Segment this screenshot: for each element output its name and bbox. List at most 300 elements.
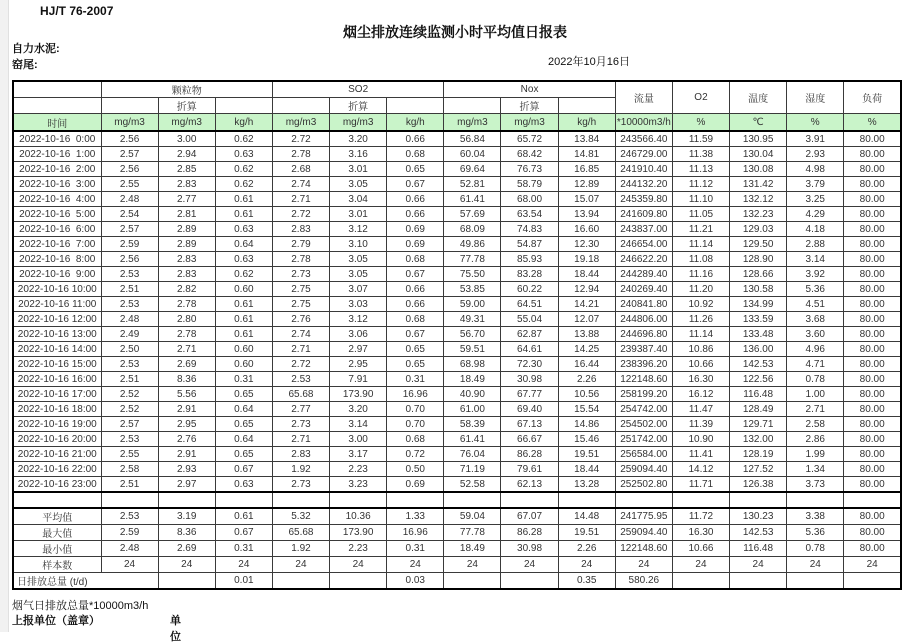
value-cell: 0.66: [387, 282, 444, 297]
unit-cell: mg/m3: [272, 114, 329, 132]
blank-cell: [730, 492, 787, 508]
summary-value-cell: 24: [215, 557, 272, 573]
value-cell: 2.55: [101, 177, 158, 192]
value-cell: 238396.20: [615, 357, 672, 372]
value-cell: 0.78: [787, 372, 844, 387]
value-cell: 128.19: [730, 447, 787, 462]
value-cell: 246729.00: [615, 147, 672, 162]
summary-value-cell: 19.51: [558, 525, 615, 541]
value-cell: 59.00: [444, 297, 501, 312]
value-cell: 132.12: [730, 192, 787, 207]
value-cell: 2.53: [272, 372, 329, 387]
value-cell: 2.95: [330, 357, 387, 372]
time-cell: 2022-10-16 0:00: [13, 131, 101, 147]
table-row: [13, 432, 901, 447]
value-cell: 16.85: [558, 162, 615, 177]
daily-total-value-cell: [787, 573, 844, 590]
summary-value-cell: 1.92: [272, 541, 329, 557]
value-cell: 2.93: [158, 462, 215, 477]
value-cell: 80.00: [844, 402, 901, 417]
value-cell: 14.86: [558, 417, 615, 432]
value-cell: 0.67: [215, 462, 272, 477]
blank-cell: [844, 492, 901, 508]
table-row: [13, 417, 901, 432]
table-row: [13, 387, 901, 402]
value-cell: 130.95: [730, 131, 787, 147]
value-cell: 0.61: [215, 207, 272, 222]
value-cell: 129.50: [730, 237, 787, 252]
value-cell: 3.20: [330, 402, 387, 417]
table-row: [13, 462, 901, 477]
value-cell: 0.68: [387, 147, 444, 162]
value-cell: 132.23: [730, 207, 787, 222]
value-cell: 80.00: [844, 252, 901, 267]
company-label: 自力水泥:: [12, 43, 60, 55]
value-cell: 2.89: [158, 237, 215, 252]
reporting-unit-label: 上报单位（盖章）: [12, 615, 100, 627]
value-cell: 0.68: [387, 252, 444, 267]
value-cell: 127.52: [730, 462, 787, 477]
value-cell: 80.00: [844, 357, 901, 372]
converted-label-so2: 折算: [330, 98, 387, 114]
table-row: [13, 402, 901, 417]
value-cell: 2.83: [158, 252, 215, 267]
value-cell: 2.48: [101, 192, 158, 207]
value-cell: 3.68: [787, 312, 844, 327]
value-cell: 2.86: [787, 432, 844, 447]
header-temperature: 温度: [730, 81, 787, 114]
value-cell: 2.73: [272, 267, 329, 282]
summary-value-cell: 77.78: [444, 525, 501, 541]
value-cell: 4.71: [787, 357, 844, 372]
value-cell: 61.00: [444, 402, 501, 417]
table-row: [13, 327, 901, 342]
summary-value-cell: 24: [501, 557, 558, 573]
value-cell: 3.25: [787, 192, 844, 207]
group-header-row: [13, 81, 901, 98]
value-cell: 0.67: [387, 177, 444, 192]
page-title: 烟尘排放连续监测小时平均值日报表: [343, 24, 567, 40]
group-header-nox: Nox: [444, 81, 615, 98]
value-cell: 10.56: [558, 387, 615, 402]
summary-value-cell: 142.53: [730, 525, 787, 541]
header-o2: O2: [672, 81, 729, 114]
table-row: [13, 162, 901, 177]
value-cell: 0.67: [387, 327, 444, 342]
summary-value-cell: 16.30: [672, 525, 729, 541]
value-cell: 244696.80: [615, 327, 672, 342]
blank-cell: [444, 492, 501, 508]
value-cell: 2.78: [158, 327, 215, 342]
value-cell: 11.47: [672, 402, 729, 417]
value-cell: 0.65: [387, 342, 444, 357]
value-cell: 77.78: [444, 252, 501, 267]
value-cell: 68.98: [444, 357, 501, 372]
value-cell: 0.65: [215, 417, 272, 432]
value-cell: 130.58: [730, 282, 787, 297]
value-cell: 128.49: [730, 402, 787, 417]
value-cell: 11.59: [672, 131, 729, 147]
value-cell: 2.85: [158, 162, 215, 177]
unit-cell: mg/m3: [330, 114, 387, 132]
summary-value-cell: 2.69: [158, 541, 215, 557]
value-cell: 14.21: [558, 297, 615, 312]
summary-value-cell: 3.19: [158, 508, 215, 525]
value-cell: 67.77: [501, 387, 558, 402]
value-cell: 2.55: [101, 447, 158, 462]
value-cell: 3.00: [330, 432, 387, 447]
value-cell: 19.51: [558, 447, 615, 462]
value-cell: 3.12: [330, 312, 387, 327]
value-cell: 1.00: [787, 387, 844, 402]
value-cell: 52.81: [444, 177, 501, 192]
time-cell: 2022-10-16 15:00: [13, 357, 101, 372]
blank-cell: [13, 98, 101, 114]
summary-value-cell: 16.96: [387, 525, 444, 541]
value-cell: 0.60: [215, 342, 272, 357]
value-cell: 3.17: [330, 447, 387, 462]
value-cell: 15.07: [558, 192, 615, 207]
value-cell: 1.92: [272, 462, 329, 477]
value-cell: 246654.00: [615, 237, 672, 252]
value-cell: 2.94: [158, 147, 215, 162]
value-cell: 18.44: [558, 462, 615, 477]
blank-cell: [558, 492, 615, 508]
value-cell: 0.64: [215, 402, 272, 417]
value-cell: 10.66: [672, 357, 729, 372]
value-cell: 80.00: [844, 131, 901, 147]
value-cell: 259094.40: [615, 462, 672, 477]
time-cell: 2022-10-16 19:00: [13, 417, 101, 432]
table-row: [13, 131, 901, 147]
value-cell: 12.94: [558, 282, 615, 297]
time-cell: 2022-10-16 20:00: [13, 432, 101, 447]
blank-cell: [330, 492, 387, 508]
value-cell: 2.49: [101, 327, 158, 342]
value-cell: 0.63: [215, 477, 272, 493]
value-cell: 11.16: [672, 267, 729, 282]
table-row: [13, 357, 901, 372]
value-cell: 2.75: [272, 297, 329, 312]
table-row: [13, 447, 901, 462]
value-cell: 2.53: [101, 432, 158, 447]
value-cell: 16.96: [387, 387, 444, 402]
value-cell: 0.69: [387, 237, 444, 252]
value-cell: 122.56: [730, 372, 787, 387]
value-cell: 0.61: [215, 327, 272, 342]
value-cell: 2.59: [101, 237, 158, 252]
summary-value-cell: 3.38: [787, 508, 844, 525]
value-cell: 2.23: [330, 462, 387, 477]
summary-value-cell: 173.90: [330, 525, 387, 541]
value-cell: 10.90: [672, 432, 729, 447]
summary-row: [13, 525, 901, 541]
value-cell: 2.77: [158, 192, 215, 207]
summary-value-cell: 67.07: [501, 508, 558, 525]
converted-label-pm: 折算: [158, 98, 215, 114]
daily-total-value-cell: 0.03: [387, 573, 444, 590]
value-cell: 80.00: [844, 207, 901, 222]
daily-total-value-cell: [158, 573, 215, 590]
summary-value-cell: 1.33: [387, 508, 444, 525]
value-cell: 86.28: [501, 447, 558, 462]
value-cell: 72.30: [501, 357, 558, 372]
table-row: [13, 267, 901, 282]
value-cell: 12.07: [558, 312, 615, 327]
value-cell: 74.83: [501, 222, 558, 237]
value-cell: 11.13: [672, 162, 729, 177]
value-cell: 15.54: [558, 402, 615, 417]
value-cell: 2.88: [787, 237, 844, 252]
value-cell: 2.53: [101, 297, 158, 312]
value-cell: 0.70: [387, 402, 444, 417]
time-cell: 2022-10-16 13:00: [13, 327, 101, 342]
value-cell: 128.90: [730, 252, 787, 267]
value-cell: 3.05: [330, 267, 387, 282]
value-cell: 2.52: [101, 402, 158, 417]
unit-cell: mg/m3: [158, 114, 215, 132]
value-cell: 56.70: [444, 327, 501, 342]
value-cell: 14.25: [558, 342, 615, 357]
time-cell: 2022-10-16 6:00: [13, 222, 101, 237]
time-cell: 2022-10-16 12:00: [13, 312, 101, 327]
value-cell: 241910.40: [615, 162, 672, 177]
value-cell: 2.93: [787, 147, 844, 162]
summary-value-cell: 241775.95: [615, 508, 672, 525]
value-cell: 71.19: [444, 462, 501, 477]
summary-value-cell: 5.36: [787, 525, 844, 541]
value-cell: 19.18: [558, 252, 615, 267]
summary-value-cell: 24: [672, 557, 729, 573]
value-cell: 3.01: [330, 162, 387, 177]
report-date: 2022年10月16日: [548, 56, 630, 68]
value-cell: 2.73: [272, 477, 329, 493]
value-cell: 2.56: [101, 252, 158, 267]
value-cell: 62.87: [501, 327, 558, 342]
value-cell: 243566.40: [615, 131, 672, 147]
summary-value-cell: 259094.40: [615, 525, 672, 541]
blank-cell: [558, 98, 615, 114]
value-cell: 2.51: [101, 477, 158, 493]
value-cell: 2.71: [272, 192, 329, 207]
summary-value-cell: 80.00: [844, 508, 901, 525]
value-cell: 2.80: [158, 312, 215, 327]
blank-cell: [501, 492, 558, 508]
value-cell: 2.91: [158, 447, 215, 462]
value-cell: 258199.20: [615, 387, 672, 402]
summary-value-cell: 10.66: [672, 541, 729, 557]
value-cell: 80.00: [844, 462, 901, 477]
time-cell: 2022-10-16 3:00: [13, 177, 101, 192]
value-cell: 7.91: [330, 372, 387, 387]
value-cell: 0.63: [215, 252, 272, 267]
blank-cell: [387, 492, 444, 508]
table-row: [13, 372, 901, 387]
value-cell: 54.87: [501, 237, 558, 252]
unit-cell: ℃: [730, 114, 787, 132]
summary-value-cell: 130.23: [730, 508, 787, 525]
value-cell: 80.00: [844, 477, 901, 493]
summary-value-cell: 24: [444, 557, 501, 573]
value-cell: 80.00: [844, 177, 901, 192]
value-cell: 0.31: [215, 372, 272, 387]
value-cell: 246622.20: [615, 252, 672, 267]
value-cell: 49.86: [444, 237, 501, 252]
summary-value-cell: 24: [387, 557, 444, 573]
time-cell: 2022-10-16 17:00: [13, 387, 101, 402]
summary-value-cell: 116.48: [730, 541, 787, 557]
value-cell: 254742.00: [615, 402, 672, 417]
value-cell: 53.85: [444, 282, 501, 297]
value-cell: 0.65: [215, 447, 272, 462]
value-cell: 3.14: [787, 252, 844, 267]
unit-cell: mg/m3: [101, 114, 158, 132]
value-cell: 13.28: [558, 477, 615, 493]
summary-value-cell: 0.31: [215, 541, 272, 557]
value-cell: 0.61: [215, 312, 272, 327]
data-rows: [13, 131, 901, 589]
value-cell: 11.10: [672, 192, 729, 207]
time-cell: 2022-10-16 23:00: [13, 477, 101, 493]
table-row: [13, 237, 901, 252]
value-cell: 66.67: [501, 432, 558, 447]
value-cell: 68.42: [501, 147, 558, 162]
value-cell: 0.64: [215, 237, 272, 252]
value-cell: 2.51: [101, 282, 158, 297]
value-cell: 122148.60: [615, 372, 672, 387]
value-cell: 64.51: [501, 297, 558, 312]
value-cell: 2.56: [101, 162, 158, 177]
summary-value-cell: 80.00: [844, 525, 901, 541]
summary-value-cell: 24: [330, 557, 387, 573]
time-cell: 2022-10-16 16:00: [13, 372, 101, 387]
value-cell: 3.60: [787, 327, 844, 342]
value-cell: 0.65: [387, 162, 444, 177]
unit-cell: kg/h: [215, 114, 272, 132]
value-cell: 2.26: [558, 372, 615, 387]
time-cell: 2022-10-16 9:00: [13, 267, 101, 282]
summary-label: 平均值: [13, 508, 101, 525]
unit-cell: %: [844, 114, 901, 132]
value-cell: 1.99: [787, 447, 844, 462]
value-cell: 0.60: [215, 282, 272, 297]
blank-cell: [101, 492, 158, 508]
value-cell: 2.91: [158, 402, 215, 417]
value-cell: 3.05: [330, 177, 387, 192]
summary-value-cell: 65.68: [272, 525, 329, 541]
time-cell: 2022-10-16 8:00: [13, 252, 101, 267]
summary-value-cell: 24: [272, 557, 329, 573]
value-cell: 4.98: [787, 162, 844, 177]
value-cell: 11.71: [672, 477, 729, 493]
value-cell: 11.41: [672, 447, 729, 462]
value-cell: 130.08: [730, 162, 787, 177]
value-cell: 240841.80: [615, 297, 672, 312]
value-cell: 2.53: [101, 267, 158, 282]
value-cell: 49.31: [444, 312, 501, 327]
value-cell: 2.72: [272, 207, 329, 222]
value-cell: 0.62: [215, 162, 272, 177]
summary-value-cell: 24: [558, 557, 615, 573]
value-cell: 244806.00: [615, 312, 672, 327]
value-cell: 3.03: [330, 297, 387, 312]
value-cell: 0.64: [215, 432, 272, 447]
value-cell: 3.14: [330, 417, 387, 432]
value-cell: 126.38: [730, 477, 787, 493]
value-cell: 2.52: [101, 387, 158, 402]
value-cell: 173.90: [330, 387, 387, 402]
flue-gas-total-label: 烟气日排放总量*10000m3/h: [12, 600, 149, 612]
spacer-row: [13, 492, 901, 508]
blank-cell: [215, 98, 272, 114]
reporting-unit-line: [12, 612, 181, 643]
summary-value-cell: 24: [158, 557, 215, 573]
value-cell: 244132.20: [615, 177, 672, 192]
value-cell: 2.56: [101, 131, 158, 147]
value-cell: 68.00: [501, 192, 558, 207]
value-cell: 80.00: [844, 222, 901, 237]
value-cell: 2.48: [101, 312, 158, 327]
value-cell: 52.58: [444, 477, 501, 493]
value-cell: 11.12: [672, 177, 729, 192]
time-cell: 2022-10-16 5:00: [13, 207, 101, 222]
header-load: 负荷: [844, 81, 901, 114]
value-cell: 2.78: [272, 252, 329, 267]
value-cell: 0.66: [387, 131, 444, 147]
value-cell: 3.16: [330, 147, 387, 162]
value-cell: 2.69: [158, 357, 215, 372]
value-cell: 136.00: [730, 342, 787, 357]
time-header: 时间: [13, 114, 101, 132]
value-cell: 11.14: [672, 327, 729, 342]
summary-value-cell: 24: [615, 557, 672, 573]
daily-total-value-cell: [272, 573, 329, 590]
value-cell: 4.29: [787, 207, 844, 222]
time-cell: 2022-10-16 7:00: [13, 237, 101, 252]
daily-total-value-cell: [501, 573, 558, 590]
value-cell: 79.61: [501, 462, 558, 477]
value-cell: 8.36: [158, 372, 215, 387]
blank-cell: [158, 492, 215, 508]
value-cell: 10.86: [672, 342, 729, 357]
value-cell: 4.96: [787, 342, 844, 357]
value-cell: 80.00: [844, 342, 901, 357]
value-cell: 13.88: [558, 327, 615, 342]
value-cell: 12.30: [558, 237, 615, 252]
value-cell: 2.54: [101, 207, 158, 222]
value-cell: 10.92: [672, 297, 729, 312]
standard-number: HJ/T 76-2007: [40, 4, 114, 18]
value-cell: 13.94: [558, 207, 615, 222]
unit-cell: %: [787, 114, 844, 132]
summary-value-cell: 2.59: [101, 525, 158, 541]
value-cell: 0.62: [215, 131, 272, 147]
value-cell: 5.36: [787, 282, 844, 297]
table-row: [13, 192, 901, 207]
value-cell: 11.38: [672, 147, 729, 162]
table-row: [13, 312, 901, 327]
value-cell: 40.90: [444, 387, 501, 402]
value-cell: 3.00: [158, 131, 215, 147]
blank-cell: [101, 98, 158, 114]
value-cell: 16.60: [558, 222, 615, 237]
table-row: [13, 477, 901, 493]
value-cell: 15.46: [558, 432, 615, 447]
value-cell: 0.65: [387, 357, 444, 372]
value-cell: 241609.80: [615, 207, 672, 222]
time-header-blank: [13, 81, 101, 98]
time-cell: 2022-10-16 4:00: [13, 192, 101, 207]
